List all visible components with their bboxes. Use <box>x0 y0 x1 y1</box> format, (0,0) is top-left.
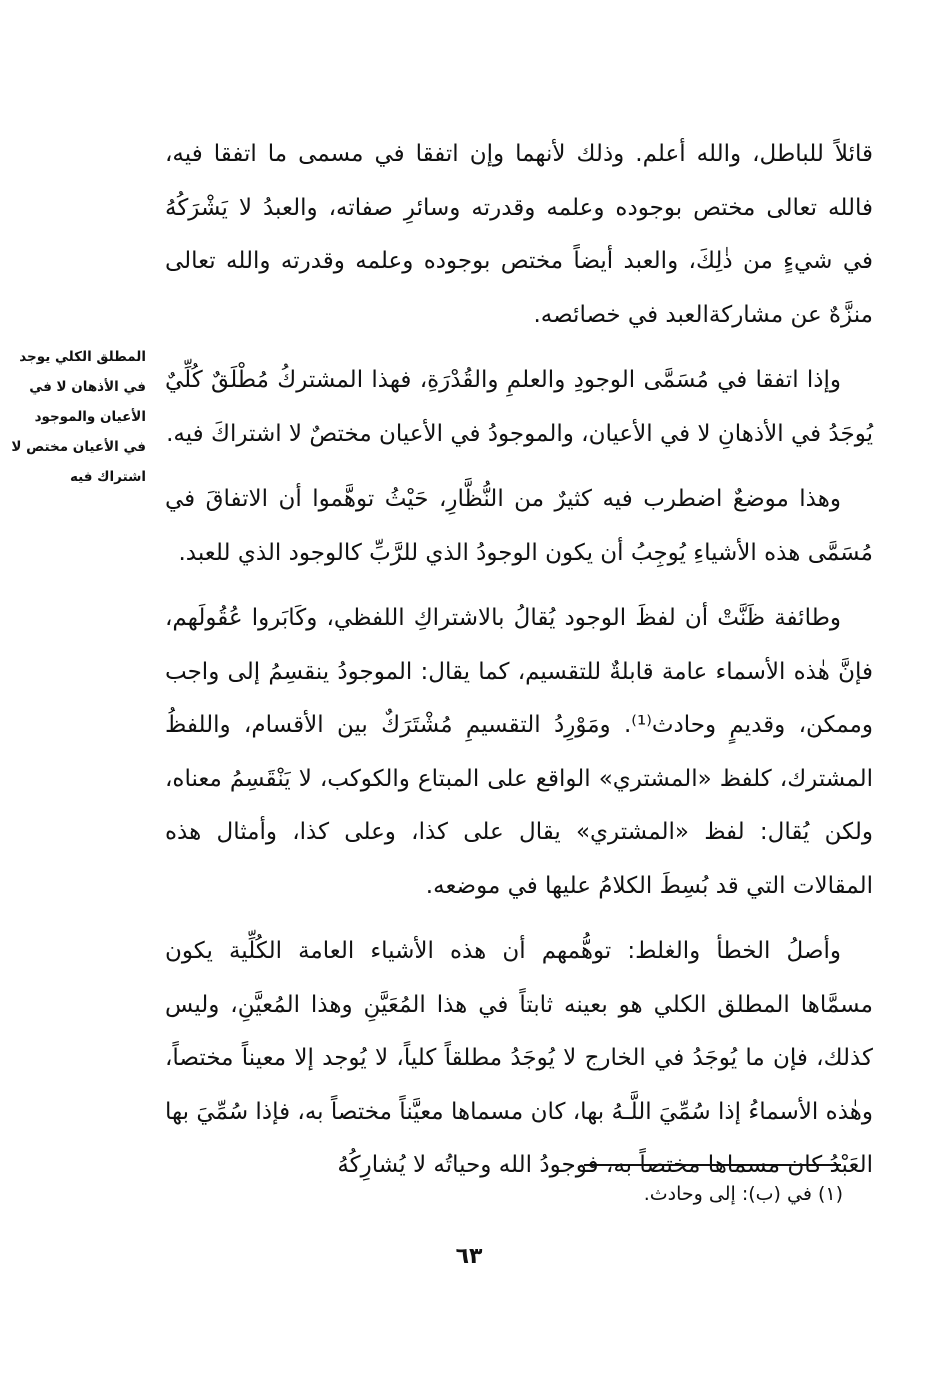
page-number: ٦٣ <box>455 1244 483 1269</box>
main-text <box>165 128 873 1193</box>
margin-note: المطلق الكلي يوجد في الأذهان لا في الأعيان والموجود في الأعيان مختص لا اشتراك فيه <box>11 349 146 485</box>
footnote-divider <box>584 1164 841 1166</box>
paragraph-5: وأصلُ الخطأ والغلط: توهُّمهم أن هذه الأشياء العامة الكُلِّية يكون مسمَّاها المطلق الكلي هو بعينه ثابتاً في هذا المُعَيَّنِ وهذا المُعيَّنِ، وليس كذلك، فإن ما يُوجَدُ في الخارج لا يُوجَدُ مطلقاً كلياً، لا يُوجد إلا معيناً مختصاً، وهٰذه الأسماءُ إذا سُمِّيَ اللَّـهُ بها، كان مسماها معيَّناً مختصاً به، فإذا سُمِّيَ بها العَبْدُ كان مسماها مختصاً به، فوجودُ الله وحياتُه لا يُشارِكُهُ <box>165 938 873 1178</box>
paragraph-3: وهذا موضعٌ اضطرب فيه كثيرٌ من النُّظَّارِ، حَيْثُ توهَّموا أن الاتفاقَ في مُسَمَّى هذه الأشياءِ يُوجِبُ أن يكون الوجودُ الذي للرَّبِّ كالوجود الذي للعبد. <box>165 486 873 566</box>
footnote: (١) في (ب): إلى وحادث. <box>643 1183 843 1205</box>
paragraph-2: وإذا اتفقا في مُسَمَّى الوجودِ والعلمِ والقُدْرَةِ، فهذا المشتركُ مُطْلَقٌ كُلِّيٌ يُوجَدُ في الأذهانِ لا في الأعيان، والموجودُ في الأعيان مختصٌ لا اشتراكَ فيه. <box>165 367 873 447</box>
paragraph-1: قائلاً للباطل، والله أعلم. وذلك لأنهما وإن اتفقا في مسمى ما اتفقا فيه، فالله تعالى مختص بوجوده وعلمه وقدرته وسائرِ صفاته، والعبدُ لا يَشْرَكُهُ في شيءٍ من ذٰلِكَ، والعبد أيضاً مختص بوجوده وعلمه وقدرته والله تعالى منزَّهٌ عن مشاركةالعبد في خصائصه. <box>165 141 873 328</box>
paragraph-4: وطائفة ظَنَّتْ أن لفظَ الوجود يُقالُ بالاشتراكِ اللفظي، وكَابَروا عُقُولَهم، فإنَّ هٰذه الأسماء عامة قابلةٌ للتقسيم، كما يقال: الموجودُ ينقسِمُ إلى واجب وممكن، وقديمٍ وحادث⁽¹⁾. ومَوْرِدُ التقسيمِ مُشْتَرَكٌ بين الأقسام، واللفظُ المشترك، كلفظ «المشتري» الواقع على المبتاع والكوكب، لا يَنْقَسِمُ معناه، ولكن يُقال: لفظ «المشتري» يقال على كذا، وعلى كذا، وأمثال هذه المقالات التي قد بُسِطَ الكلامُ عليها في موضعه. <box>165 605 873 899</box>
